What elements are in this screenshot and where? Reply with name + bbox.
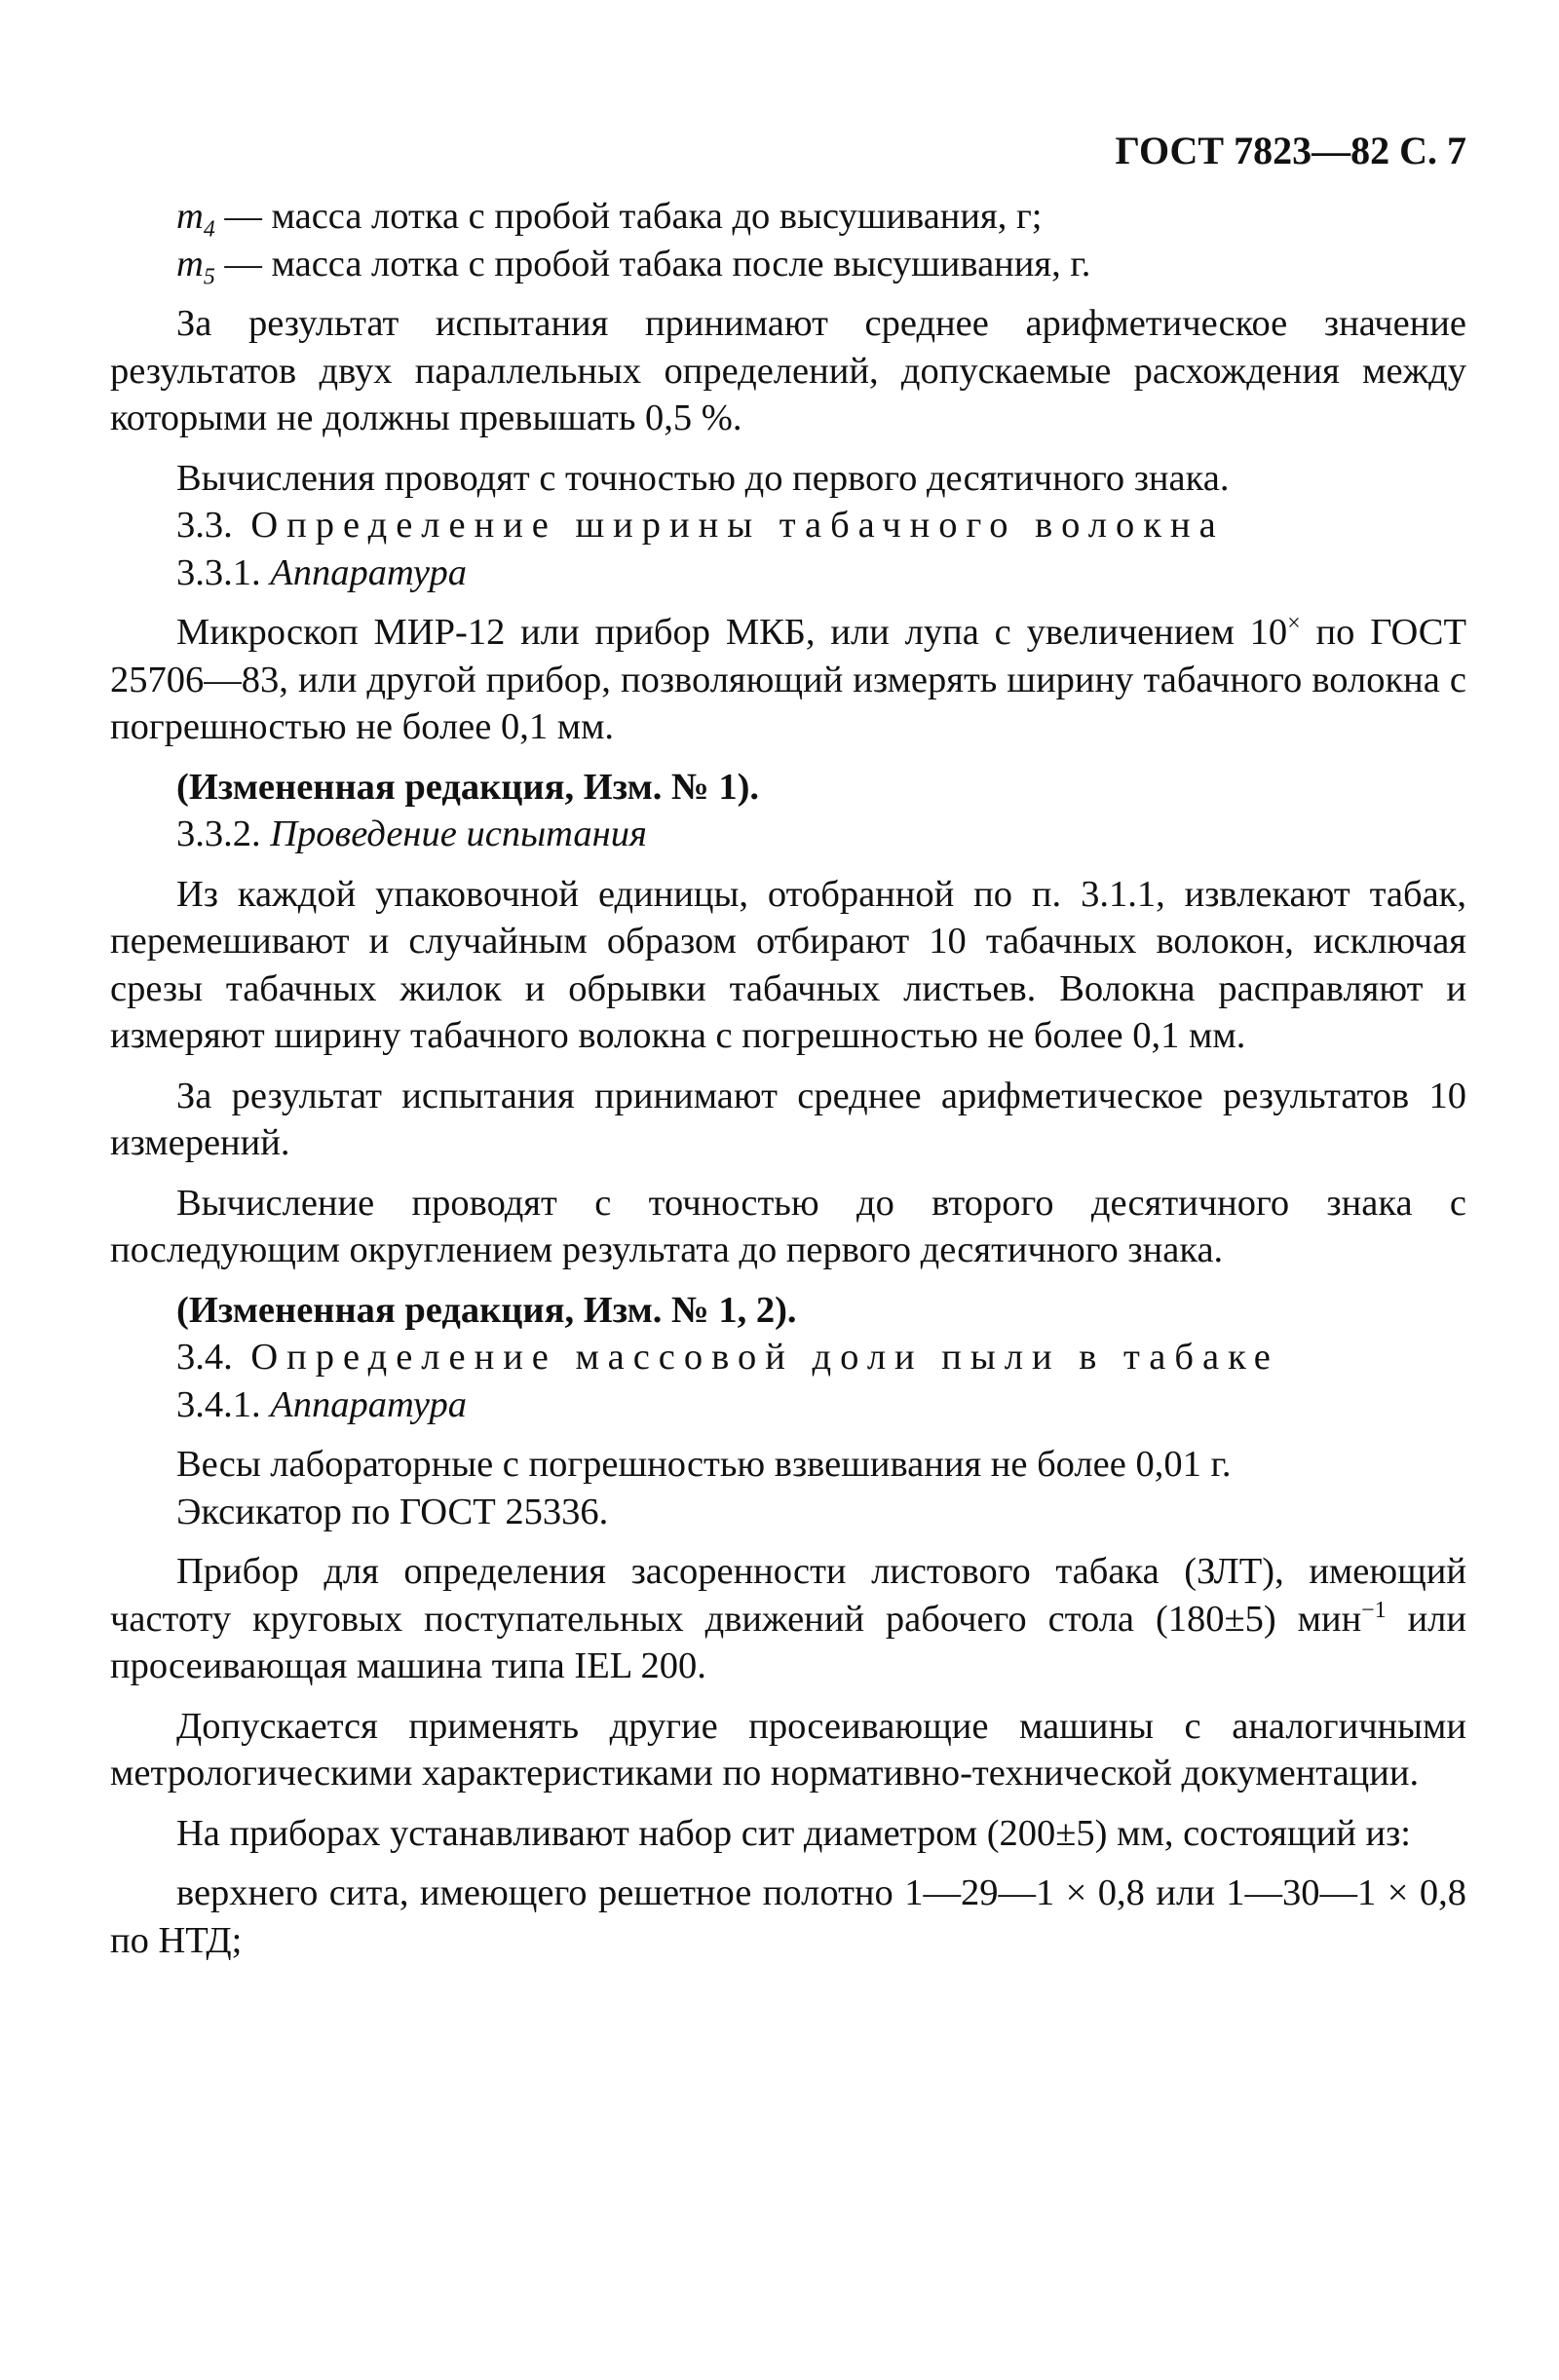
section-3-3-heading: 3.3. Определение ширины табачного волокна <box>176 505 1225 546</box>
calculation-paragraph-2: Вычисление проводят с точностью до второго десятичного знака с последующим округлением результата до первого десятичного знака. <box>110 1182 1466 1270</box>
sieves-paragraph: На приборах устанавливают набор сит диаметром (200±5) мм, состоящий из: <box>176 1812 1412 1854</box>
page-header: ГОСТ 7823—82 С. 7 <box>1115 129 1466 172</box>
section-3-4-1-heading: 3.4.1. Аппаратура <box>176 1383 467 1425</box>
m5-symbol: $m_5$ <box>176 243 215 290</box>
revision-note-2: (Измененная редакция, Изм. № 1, 2). <box>176 1289 797 1331</box>
revision-note-1: (Измененная редакция, Изм. № 1). <box>176 766 760 808</box>
result-paragraph: За результат испытания принимают среднее арифметическое значение результатов двух параллельных определений, допускаемые расхождения между которыми не должны превышать 0,5 %. <box>110 303 1466 438</box>
calculation-paragraph: Вычисления проводят с точностью до первого десятичного знака. <box>176 457 1230 499</box>
desiccator-paragraph: Эксикатор по ГОСТ 25336. <box>176 1491 609 1532</box>
section-3-3-2-heading: 3.3.2. Проведение испытания <box>176 813 647 854</box>
m5-definition: $m_5$ — масса лотка с пробой табака после высушивания, г. <box>176 243 1091 290</box>
scales-paragraph: Весы лабораторные с погрешностью взвешивания не более 0,01 г. <box>176 1444 1232 1485</box>
device-paragraph: Прибор для определения засоренности листового табака (ЗЛТ), имеющий частоту круговых поступательных движений рабочего стола (180±5) мин$^{-1}$ или просеивающая машина типа IEL 200. <box>110 1551 1466 1686</box>
section-3-4-heading: 3.4. Определение массовой доли пыли в табаке <box>176 1337 1279 1378</box>
allowed-machines-paragraph: Допускается применять другие просеивающие машины с аналогичными метрологическими характеристиками по нормативно-технической документации. <box>110 1705 1466 1794</box>
upper-sieve-paragraph: верхнего сита, имеющего решетное полотно 1—29—1 × 0,8 или 1—30—1 × 0,8 по НТД; <box>110 1872 1466 1961</box>
result-paragraph-2: За результат испытания принимают среднее арифметическое результатов 10 измерений. <box>110 1075 1466 1163</box>
microscope-paragraph: Микроскоп МИР-12 или прибор МКБ, или лупа с увеличением 10× по ГОСТ 25706—83, или другой прибор, позволяющий измерять ширину табачного волокна с погрешностью не более 0,1 мм. <box>110 611 1466 747</box>
section-3-3-1-heading: 3.3.1. Аппаратура <box>176 551 467 593</box>
sampling-paragraph: Из каждой упаковочной единицы, отобранной по п. 3.1.1, извлекают табак, перемешивают и случайным образом отбирают 10 табачных волокон, исключая срезы табачных жилок и обрывки табачных листьев. Волокна расправляют и измеряют ширину табачного волокна с погрешностью не более 0,1 мм. <box>110 873 1466 1056</box>
m4-definition: $m_4$ — масса лотка с пробой табака до высушивания, г; <box>176 196 1043 243</box>
m4-symbol: $m_4$ <box>176 196 215 243</box>
